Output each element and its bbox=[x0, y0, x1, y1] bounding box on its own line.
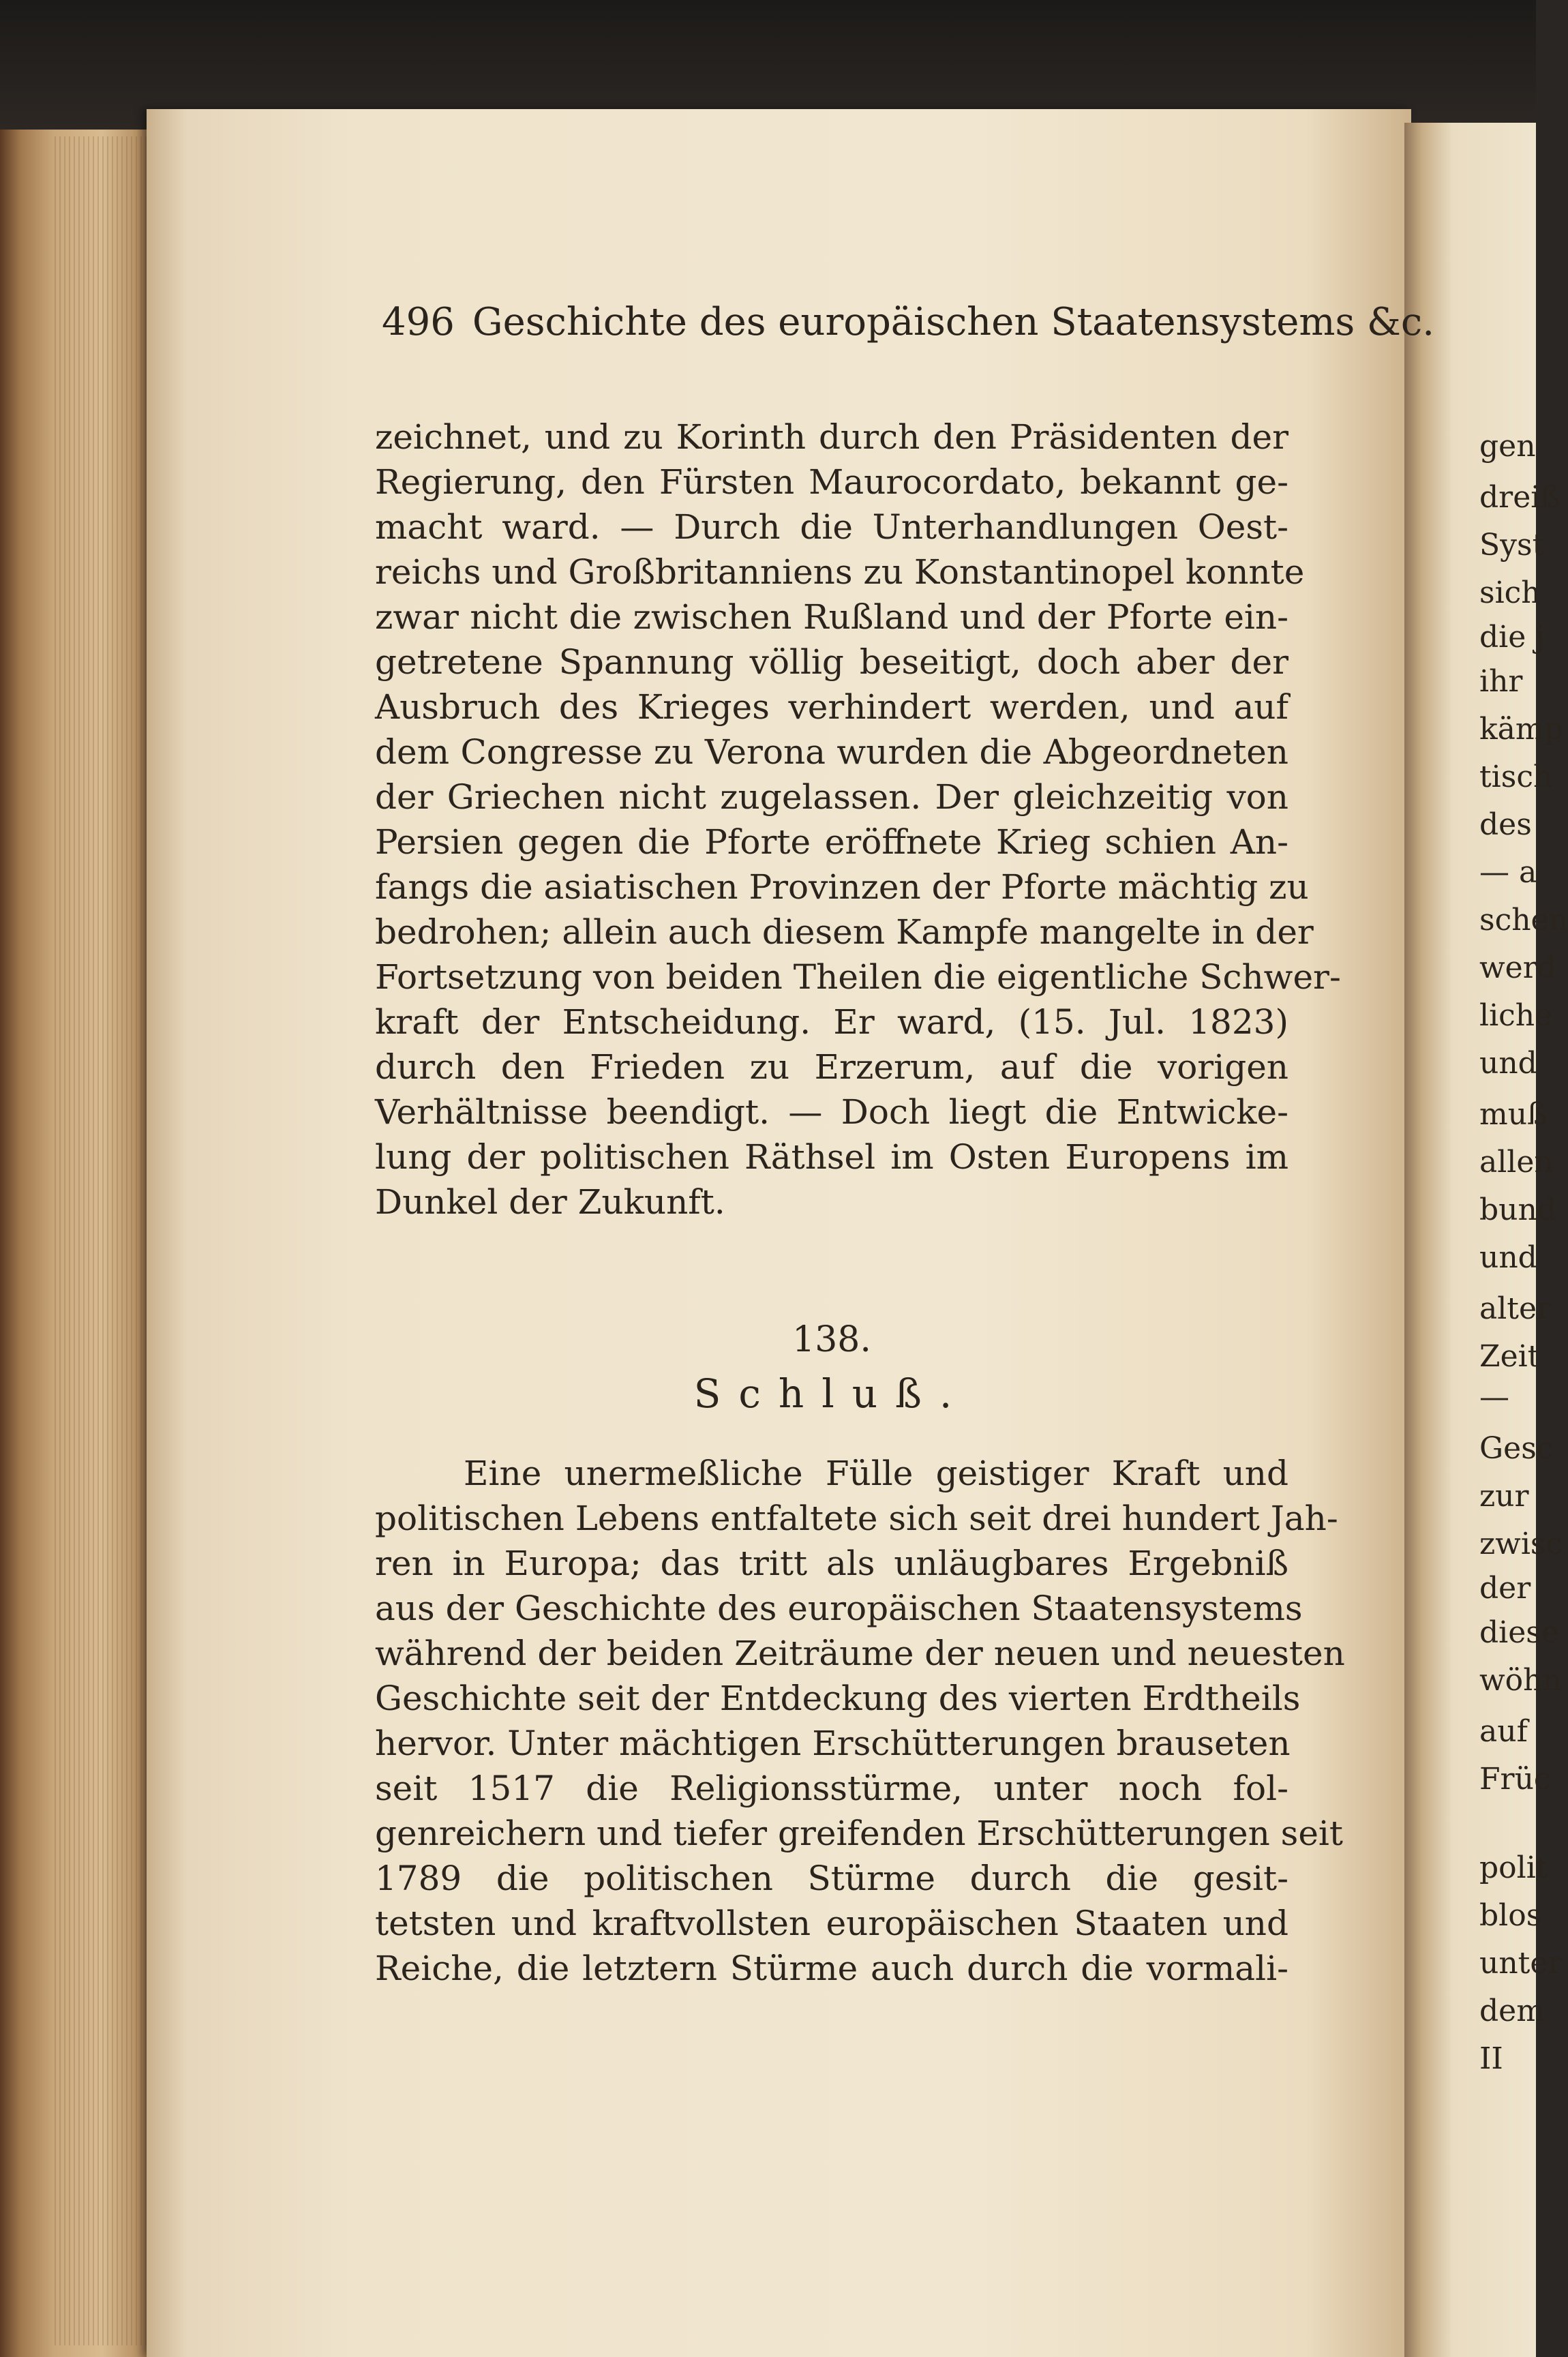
text-line: kraft der Entscheidung. Er ward, (15. Jul. 1823) bbox=[375, 1002, 1288, 1042]
facing-text: unter bbox=[1479, 1946, 1563, 1981]
text-line: Regierung, den Fürsten Maurocordato, bekannt ge- bbox=[375, 462, 1288, 502]
text-line: politischen Lebens entfaltete sich seit drei hundert Jah- bbox=[375, 1499, 1338, 1538]
facing-text: — a bbox=[1479, 855, 1537, 890]
text-line: Dunkel der Zukunft. bbox=[375, 1182, 725, 1222]
facing-text: alter bbox=[1479, 1291, 1552, 1326]
facing-text: auf bbox=[1479, 1714, 1528, 1749]
facing-text: und bbox=[1479, 1046, 1537, 1081]
running-title: Geschichte des europäischen Staatensystems &c. bbox=[472, 300, 1435, 344]
text-line: 1789 die politischen Stürme durch die gesit- bbox=[375, 1859, 1288, 1898]
text-line: Ausbruch des Krieges verhindert werden, und auf bbox=[375, 687, 1288, 727]
facing-text: zur bbox=[1479, 1479, 1529, 1514]
facing-text: sich bbox=[1479, 575, 1541, 610]
text-line: genreichern und tiefer greifenden Erschütterungen seit bbox=[375, 1814, 1343, 1853]
facing-text: der bbox=[1479, 1571, 1531, 1606]
text-line: der Griechen nicht zugelassen. Der gleichzeitig von bbox=[375, 777, 1288, 817]
text-line: Eine unermeßliche Fülle geistiger Kraft und bbox=[464, 1454, 1288, 1493]
text-line: Geschichte seit der Entdeckung des vierten Erdtheils bbox=[375, 1679, 1301, 1718]
facing-text: des bbox=[1479, 807, 1532, 842]
text-line: Verhältnisse beendigt. — Doch liegt die Entwicke- bbox=[375, 1092, 1288, 1132]
facing-text: polit bbox=[1479, 1850, 1548, 1885]
text-line: während der beiden Zeiträume der neuen und neuesten bbox=[375, 1634, 1345, 1673]
text-line: Persien gegen die Pforte eröffnete Krieg schien An- bbox=[375, 822, 1288, 862]
running-header bbox=[382, 300, 1435, 361]
text-line: hervor. Unter mächtigen Erschütterungen brauseten bbox=[375, 1724, 1291, 1763]
text-line: getretene Spannung völlig beseitigt, doch aber der bbox=[375, 642, 1288, 682]
text-line: aus der Geschichte des europäischen Staatensystems bbox=[375, 1589, 1303, 1628]
text-line: ren in Europa; das tritt als unläugbares Ergebniß bbox=[375, 1544, 1288, 1583]
text-line: macht ward. — Durch die Unterhandlungen Oest- bbox=[375, 507, 1288, 547]
page-edges bbox=[55, 136, 157, 2345]
facing-text: dem bbox=[1479, 1994, 1545, 2028]
page-number: 496 bbox=[382, 300, 455, 344]
facing-text: ihr bbox=[1479, 664, 1523, 699]
facing-text: zwisc bbox=[1479, 1527, 1563, 1561]
facing-text: kämp bbox=[1479, 712, 1563, 747]
text-line: tetsten und kraftvollsten europäischen Staaten und bbox=[375, 1904, 1288, 1943]
facing-text: liche bbox=[1479, 998, 1553, 1033]
facing-text: dreiß bbox=[1479, 480, 1561, 515]
facing-text: Syst bbox=[1479, 528, 1545, 562]
text-line: Fortsetzung von beiden Theilen die eigentliche Schwer- bbox=[375, 957, 1341, 997]
text-line: zwar nicht die zwischen Rußland und der Pforte ein- bbox=[375, 597, 1288, 637]
facing-text: wöhn bbox=[1479, 1663, 1562, 1698]
facing-text: und bbox=[1479, 1240, 1537, 1275]
facing-text: Zeit bbox=[1479, 1339, 1540, 1374]
text-line: zeichnet, und zu Korinth durch den Präsidenten der bbox=[375, 417, 1288, 457]
text-line: Reiche, die letztern Stürme auch durch die vormali- bbox=[375, 1949, 1288, 1988]
facing-text: diese bbox=[1479, 1615, 1559, 1650]
text-line: bedrohen; allein auch diesem Kampfe mangelte in der bbox=[375, 912, 1314, 952]
facing-text: Gesc bbox=[1479, 1431, 1554, 1466]
facing-text: blos bbox=[1479, 1898, 1542, 1933]
section-title: Schluß. bbox=[693, 1370, 970, 1417]
facing-text: schen bbox=[1479, 903, 1568, 937]
section-number: 138. bbox=[792, 1319, 871, 1360]
facing-text: — bbox=[1479, 1380, 1509, 1415]
facing-text: muß bbox=[1479, 1097, 1548, 1132]
facing-text: allen bbox=[1479, 1145, 1554, 1180]
facing-text: gen bbox=[1479, 429, 1536, 464]
facing-text: werd bbox=[1479, 950, 1556, 985]
text-line: durch den Frieden zu Erzerum, auf die vorigen bbox=[375, 1047, 1288, 1087]
text-line: dem Congresse zu Verona wurden die Abgeordneten bbox=[375, 732, 1288, 772]
text-line: lung der politischen Räthsel im Osten Europens im bbox=[375, 1137, 1288, 1177]
text-line: seit 1517 die Religionsstürme, unter noch fol- bbox=[375, 1769, 1288, 1808]
text-line: reichs und Großbritanniens zu Konstantinopel konnte bbox=[375, 552, 1305, 592]
facing-text: tisch bbox=[1479, 760, 1553, 794]
text-line: fangs die asiatischen Provinzen der Pforte mächtig zu bbox=[375, 867, 1309, 907]
facing-text: bund bbox=[1479, 1192, 1557, 1227]
facing-text: die j bbox=[1479, 620, 1545, 655]
facing-text: II bbox=[1479, 2041, 1503, 2076]
facing-text: Früc bbox=[1479, 1762, 1551, 1797]
